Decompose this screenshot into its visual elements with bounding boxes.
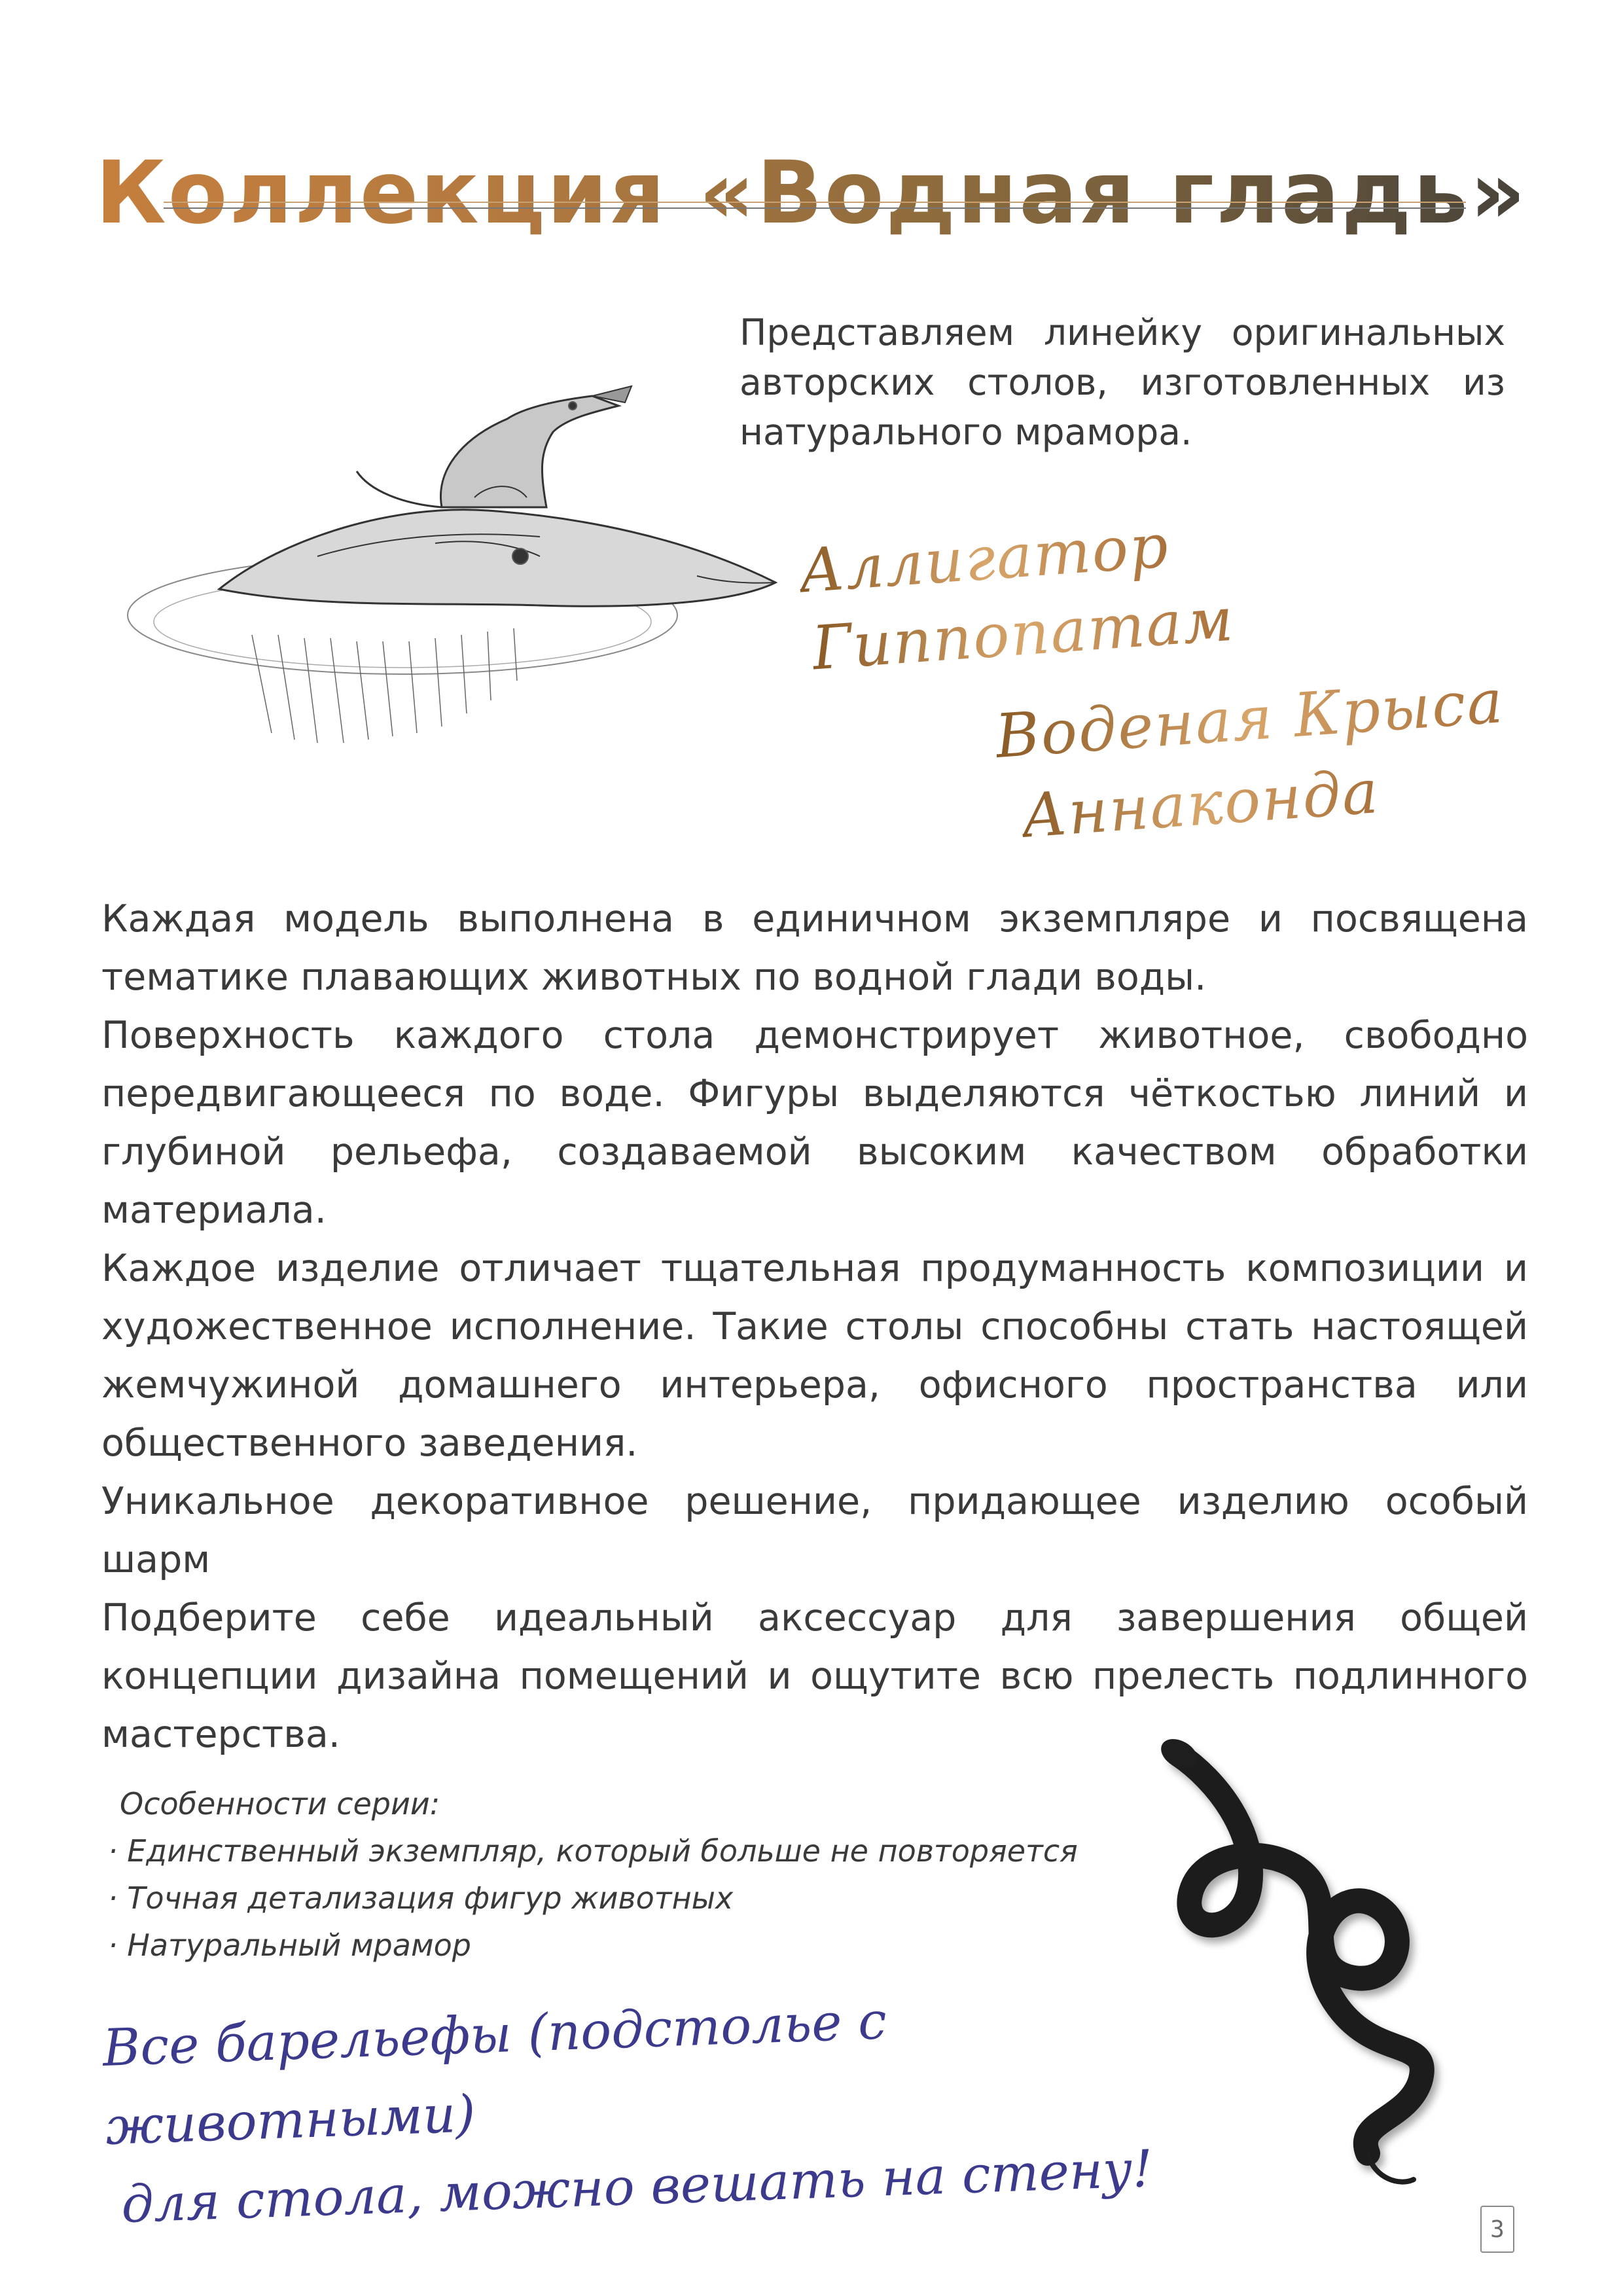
- model-name-water-rat: Воденая Крыса: [993, 666, 1507, 772]
- list-item: · Точная детализация фигур животных: [108, 1880, 734, 1916]
- features-heading: Особенности серии:: [120, 1786, 440, 1821]
- page-number: 3: [1480, 2206, 1514, 2253]
- model-name-anaconda: Аннаконда: [1018, 757, 1382, 852]
- description-paragraph: Каждое изделие отличает тщательная продуманность композиции и художественное исполнение. Такие столы способны стать настоящей жемчужиной домашнего интерьера, офисного пространства или общественного заведения.: [101, 1247, 1528, 1465]
- description: [101, 890, 1528, 1764]
- features-list: [108, 1780, 1155, 1969]
- model-name-hippo: Гиппопатам: [810, 584, 1237, 684]
- description-paragraph: Подберите себе идеальный аксессуар для завершения общей концепции дизайна помещений и ощутите всю прелесть подлинного мастерства.: [101, 1596, 1528, 1756]
- page-title: Коллекция «Водная гладь»: [0, 146, 1623, 241]
- model-names: [785, 511, 1505, 877]
- note-line: для стола, можно вешать на стену!: [120, 2140, 1154, 2235]
- note-line: Все барельефы (подстолье с животными): [101, 1992, 888, 2157]
- description-paragraph: Поверхность каждого стола демонстрирует животное, свободно передвигающееся по воде. Фигуры выделяются чёткостью линий и глубиной рельефа, создаваемой высоким качеством обработки материала.: [101, 1014, 1528, 1232]
- title-underline: [164, 200, 1466, 211]
- list-item: · Натуральный мрамор: [108, 1928, 471, 1963]
- description-paragraph: Каждая модель выполнена в единичном экземпляре и посвящена тематике плавающих животных по водной глади воды.: [101, 897, 1528, 999]
- barrelief-note: [101, 1971, 1222, 2245]
- alligator-illustration-icon: [121, 340, 815, 772]
- list-item: · Единственный экземпляр, который больше не повторяется: [108, 1833, 1078, 1869]
- description-paragraph: Уникальное декоративное решение, придающее изделию особый шарм: [101, 1480, 1528, 1581]
- intro-text: Представляем линейку оригинальных авторских столов, изготовленных из натурального мрамора.: [740, 312, 1505, 453]
- model-name-alligator: Аллигатор: [796, 511, 1171, 607]
